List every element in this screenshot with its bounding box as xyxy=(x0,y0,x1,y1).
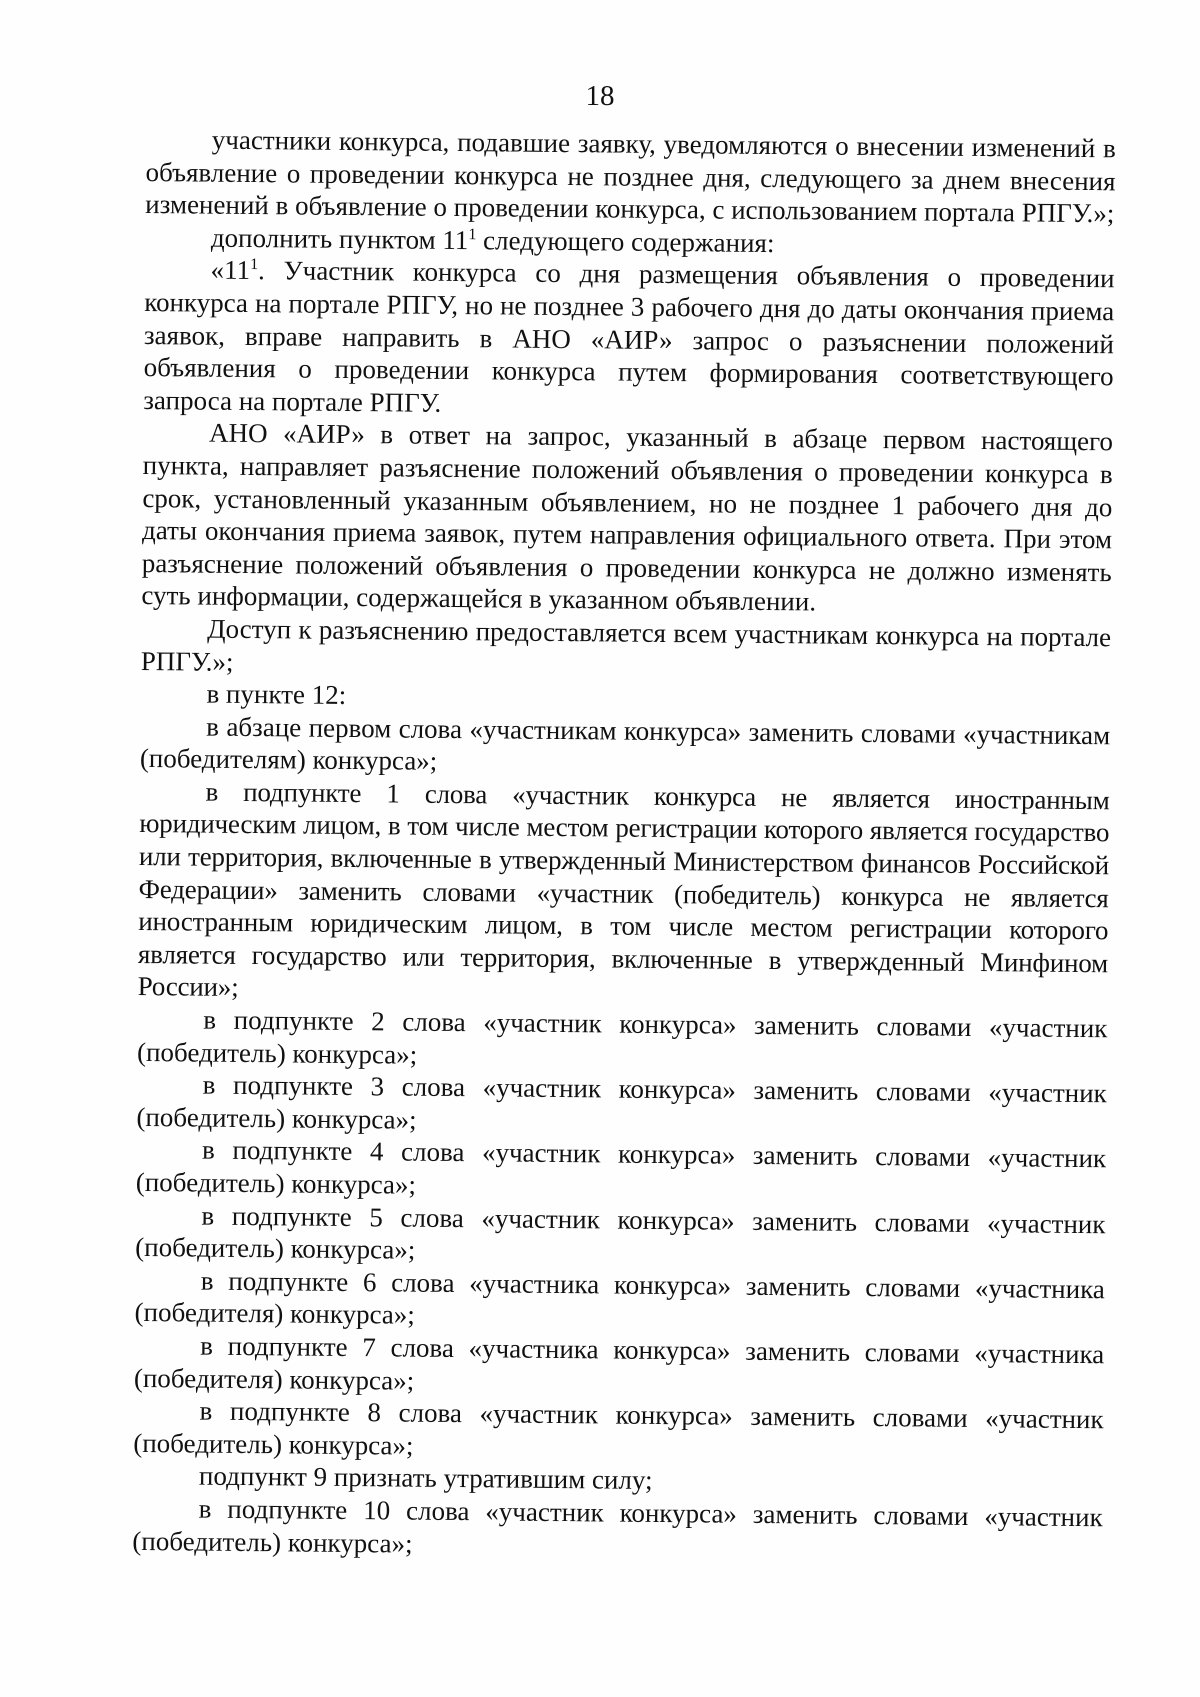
paragraph-subitem-3: в подпункте 3 слова «участник конкурса» заменить словами «участник (победитель) конкурса»; xyxy=(136,1069,1107,1135)
paragraph-subitem-2: в подпункте 2 слова «участник конкурса» заменить словами «участник (победитель) конкурса»; xyxy=(136,1004,1108,1070)
paragraph-item-12-heading: в пункте 12: xyxy=(206,678,347,711)
paragraph-clarification: АНО «АИР» в ответ на запрос, указанный в абзаце первом настоящего пункта, направляет разъяснение положений объявления о проведении конкурса в срок, установленный указанным объявлением, но не позднее 1 рабочего дня до даты окончания приема заявок, путем направления официального ответа. При этом разъяснение положений объявления о проведении конкурса не должно изменять суть информации, содержащейся в указанном объявлении. xyxy=(141,417,1114,617)
paragraph-subitem-7: в подпункте 7 слова «участника конкурса» заменить словами «участника (победителя) конкурса»; xyxy=(133,1330,1105,1396)
page-number: 18 xyxy=(585,80,615,112)
superscript-index: 1 xyxy=(468,225,477,243)
paragraph-item-11-1 xyxy=(143,253,1115,425)
paragraph-subitem-9: подпункт 9 признать утратившим силу; xyxy=(198,1460,653,1496)
paragraph-first-abzac: в абзаце первом слова «участникам конкурса» заменить словами «участникам (победителям) конкурса»; xyxy=(139,711,1111,777)
paragraph-add-item-text: дополнить пунктом 11 xyxy=(210,222,469,255)
superscript-index: 1 xyxy=(250,256,259,274)
paragraph-item-11-1-text: . Участник конкурса со дня размещения объявления о проведении конкурса на портале РПГУ, но не позднее 3 рабочего дня до даты окончания приема заявок, вправе направить в АНО «АИР» запрос о разъяснении положений объявления о проведении конкурса путем формирования соответствующего запроса на портале РПГУ. xyxy=(143,255,1115,418)
paragraph-subitem-10: в подпункте 10 слова «участник конкурса» заменить словами «участник (победитель) конкурса»; xyxy=(132,1493,1103,1559)
paragraph-subitem-8: в подпункте 8 слова «участник конкурса» заменить словами «участник (победитель) конкурса»; xyxy=(133,1395,1104,1461)
document-body xyxy=(132,123,1116,1566)
paragraph-item-11-1-start: «11 xyxy=(210,255,251,286)
paragraph-subitem-6: в подпункте 6 слова «участника конкурса» заменить словами «участника (победителя) конкурса»; xyxy=(134,1265,1105,1331)
paragraph-access: Доступ к разъяснению предоставляется всем участникам конкурса на портале РПГУ.»; xyxy=(140,613,1112,677)
paragraph-subitem-1: в подпункте 1 слова «участник конкурса не является иностранным юридическим лицом, в том числе местом регистрации которого является государство или территория, включенные в утвержденный Министерством финансов Российской Федерации» заменить словами «участник (победитель) конкурса не является иностранным юридическим лицом, в том числе местом регистрации которого является государство или территория, включенные в утвержденный Минфином России»; xyxy=(137,776,1110,1003)
paragraph-subitem-4: в подпункте 4 слова «участник конкурса» заменить словами «участник (победитель) конкурса»; xyxy=(135,1134,1107,1200)
paragraph-notification: участники конкурса, подавшие заявку, уведомляются о внесении изменений в объявление о проведении конкурса не позднее дня, следующего за днем внесения изменений в объявление о проведении конкурса, с использованием портала РПГУ.»; xyxy=(145,124,1116,229)
paragraph-add-item-text-end: следующего содержания: xyxy=(476,224,775,258)
paragraph-subitem-5: в подпункте 5 слова «участник конкурса» заменить словами «участник (победитель) конкурса»; xyxy=(135,1200,1106,1265)
